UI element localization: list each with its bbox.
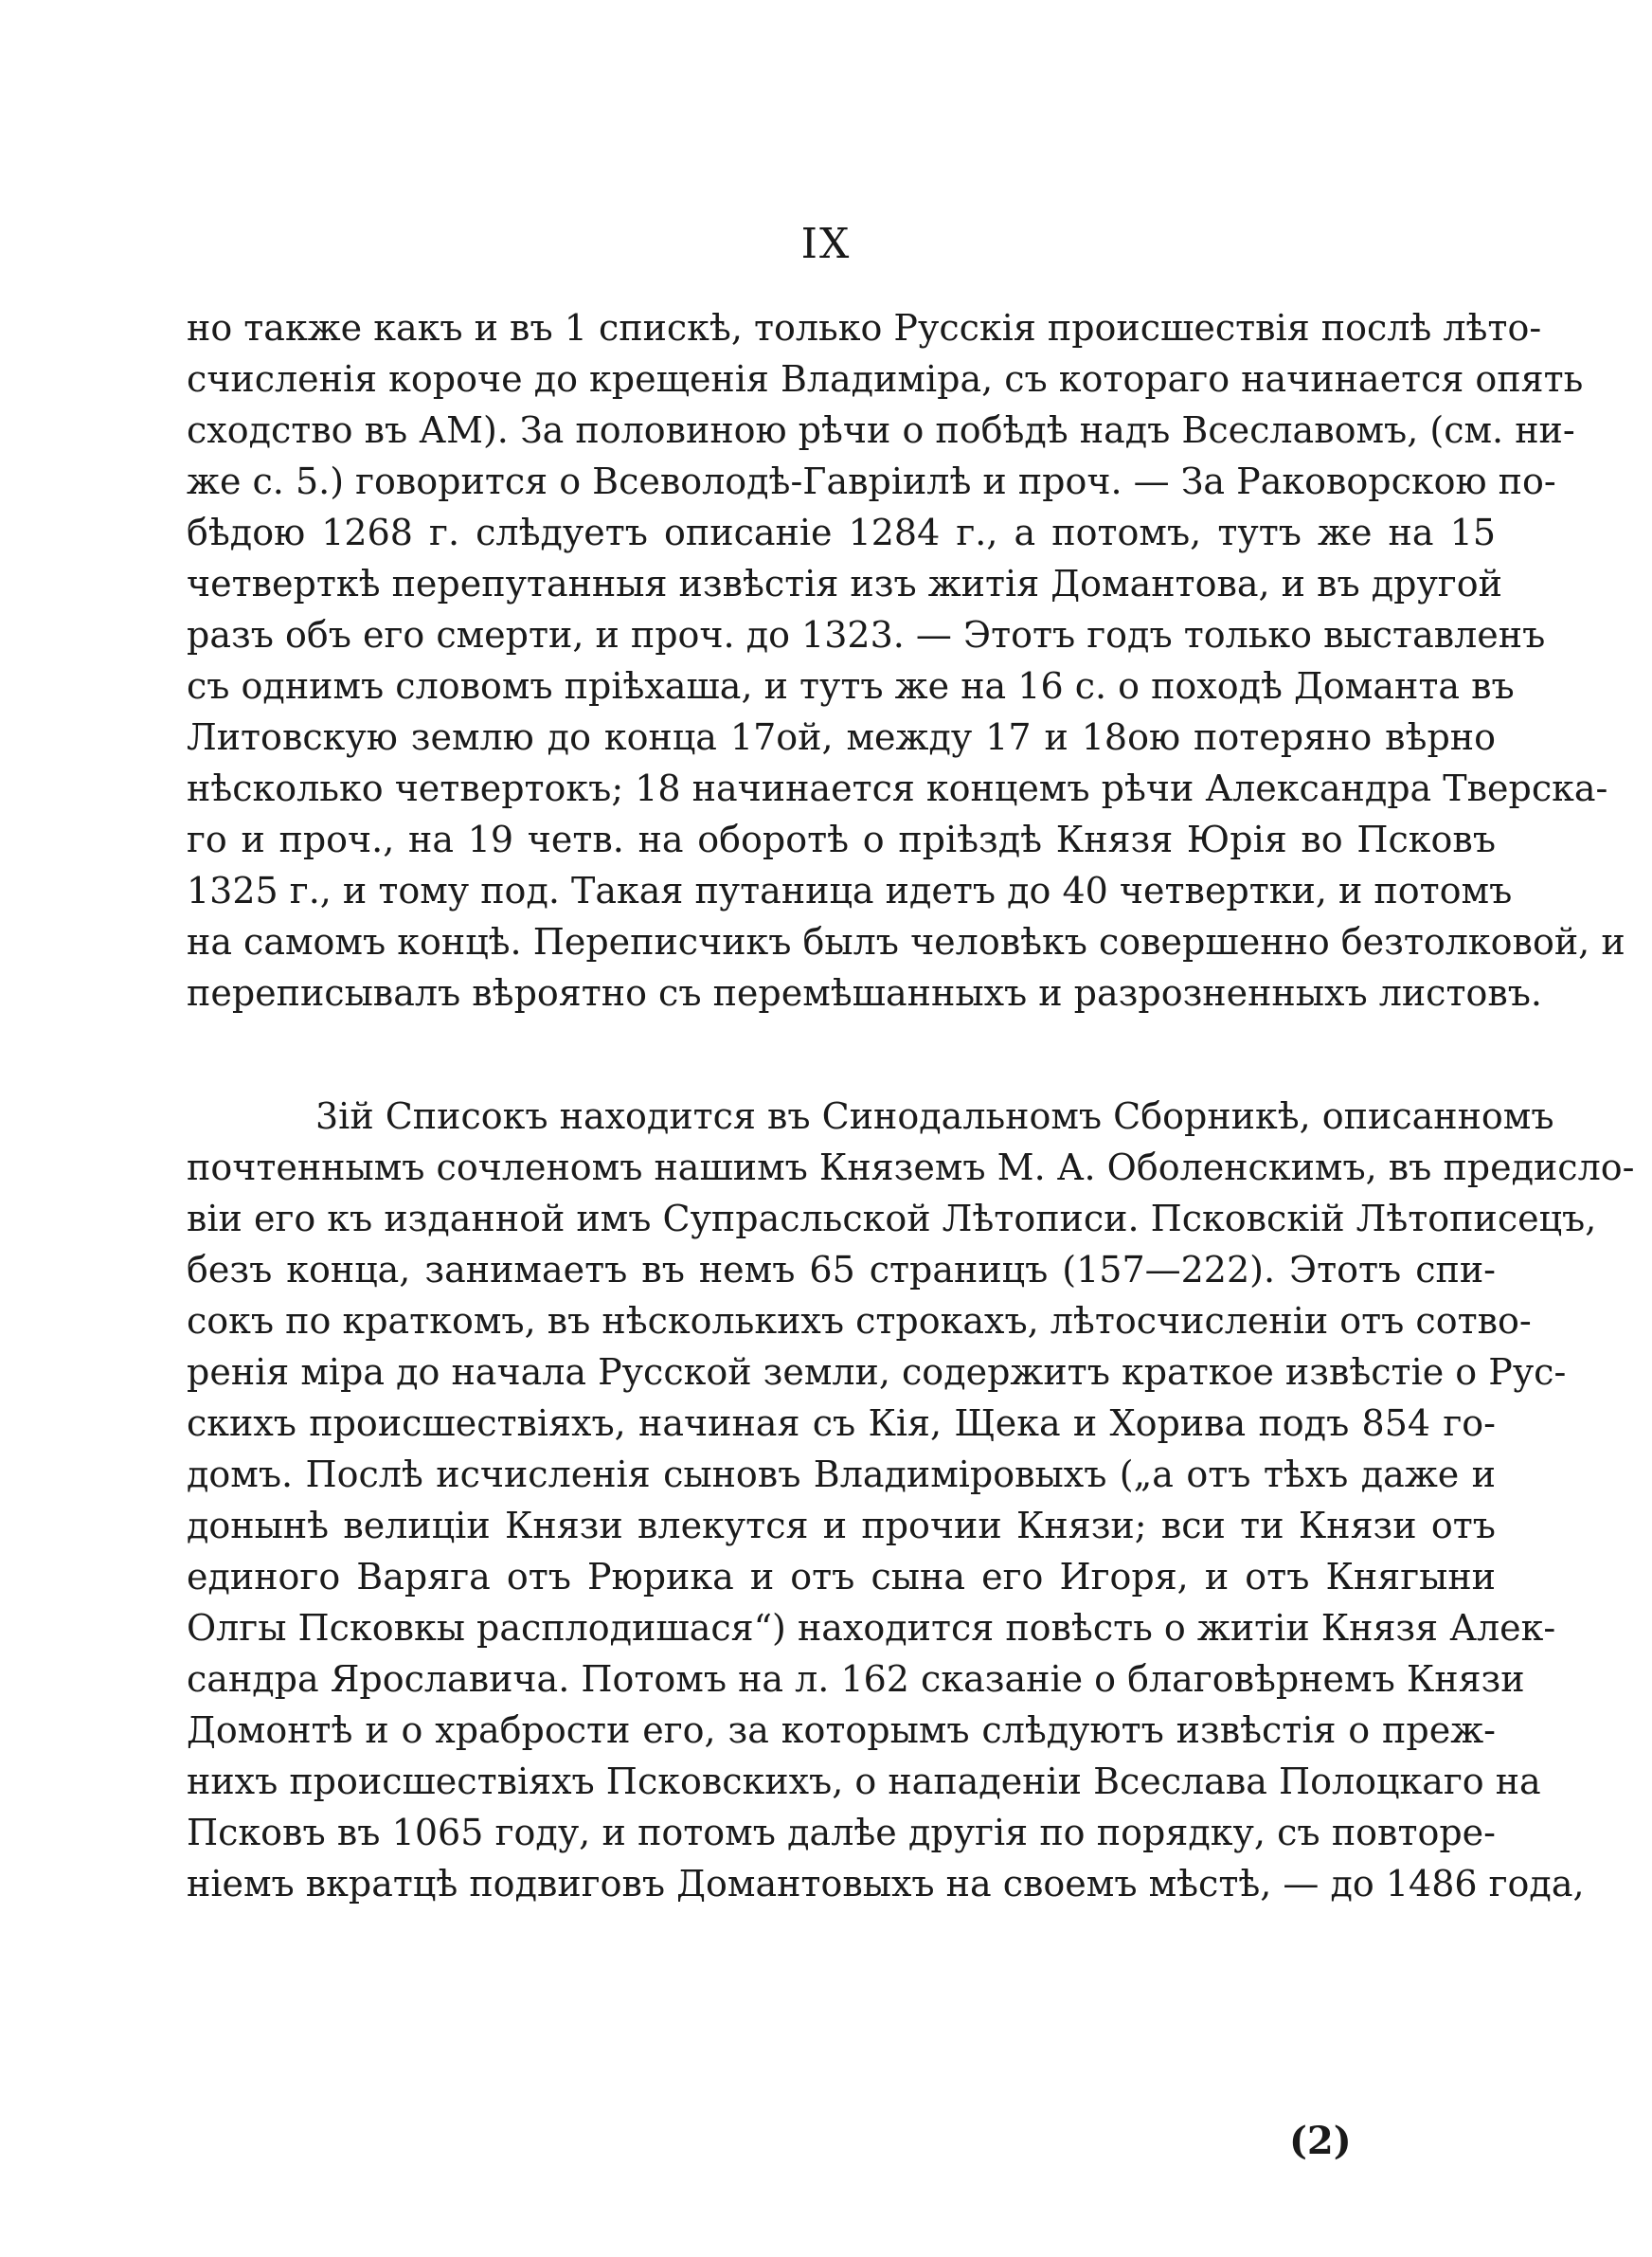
text-line: донынѣ велицiи Князи влекутся и прочии Князи; вси ти Князи отъ [187,1505,1496,1546]
text-line: го и проч., на 19 четв. на оборотѣ о пріѣздѣ Князя Юрія во Псковъ [187,819,1496,860]
text-line: нѣсколько четвертокъ; 18 начинается концемъ рѣчи Александра Тверска- [187,767,1608,809]
text-line: сходство въ АМ). За половиною рѣчи о побѣдѣ надъ Всеславомъ, (см. ни- [187,409,1575,451]
text-line: сандра Ярославича. Потомъ на л. 162 сказаніе о благовѣрнемъ Князи [187,1658,1525,1700]
text-line: Литовскую землю до конца 17ой, между 17 и 18ою потеряно вѣрно [187,716,1496,758]
text-line: Домонтѣ и о храбрости его, за которымъ слѣдуютъ извѣстія о преж- [187,1709,1496,1751]
text-line: съ однимъ словомъ пріѣхаша, и тутъ же на 16 с. о походѣ Доманта въ [187,665,1515,707]
text-line: нихъ происшествіяхъ Псковскихъ, о нападеніи Всеслава Полоцкаго на [187,1760,1541,1802]
text-line: сокъ по краткомъ, въ нѣсколькихъ строкахъ, лѣтосчисленіи отъ сотво- [187,1300,1532,1342]
text-line: скихъ происшествіяхъ, начиная съ Кія, Щека и Хорива подъ 854 го- [187,1402,1496,1444]
text-line: 3ій Списокъ находится въ Синодальномъ Сборникѣ, описанномъ [315,1095,1554,1137]
text-line: віи его къ изданной имъ Супрасльской Лѣтописи. Псковскій Лѣтописецъ, [187,1198,1597,1239]
text-line: ніемъ вкратцѣ подвиговъ Домантовыхъ на своемъ мѣстѣ, — до 1486 года, [187,1863,1585,1905]
text-line: на самомъ концѣ. Переписчикъ былъ человѣкъ совершенно безтолковой, и [187,921,1625,963]
text-line: Олгы Псковкы расплодишася“) находится повѣсть о житіи Князя Алек- [187,1607,1556,1649]
text-line: домъ. Послѣ исчисленія сыновъ Владиміровыхъ („а отъ тѣхъ даже и [187,1454,1496,1495]
text-line: безъ конца, занимаетъ въ немъ 65 страницъ (157—222). Этотъ спи- [187,1249,1496,1291]
signature-mark: (2) [1289,2119,1352,2163]
text-line: четверткѣ перепутанныя извѣстія изъ житія Домантова, и въ другой [187,563,1502,605]
text-line: переписывалъ вѣроятно съ перемѣшанныхъ и разрозненныхъ листовъ. [187,972,1542,1014]
text-line: же с. 5.) говорится о Всеволодѣ-Гавріилѣ и проч. — За Раковорскою по- [187,460,1556,502]
text-line: Псковъ въ 1065 году, и потомъ далѣе другія по порядку, съ повторе- [187,1812,1496,1853]
text-line: ренія міра до начала Русской земли, содержитъ краткое извѣстіе о Рус- [187,1351,1567,1393]
text-line: бѣдою 1268 г. слѣдуетъ описаніе 1284 г., а потомъ, тутъ же на 15 [187,512,1496,553]
text-line: единого Варяга отъ Рюрика и отъ сына его Игоря, и отъ Княгыни [187,1556,1496,1598]
page-number: IX [800,220,852,268]
text-line: счисленія короче до крещенія Владиміра, съ котораго начинается опять [187,358,1584,400]
text-line: почтеннымъ сочленомъ нашимъ Княземъ М. А. Оболенскимъ, въ предисло- [187,1147,1635,1188]
text-line: но также какъ и въ 1 спискѣ, только Русскія происшествія послѣ лѣто- [187,307,1542,349]
text-line: разъ объ его смерти, и проч. до 1323. — Этотъ годъ только выставленъ [187,614,1546,656]
text-line: 1325 г., и тому под. Такая путаница идетъ до 40 четвертки, и потомъ [187,870,1513,912]
